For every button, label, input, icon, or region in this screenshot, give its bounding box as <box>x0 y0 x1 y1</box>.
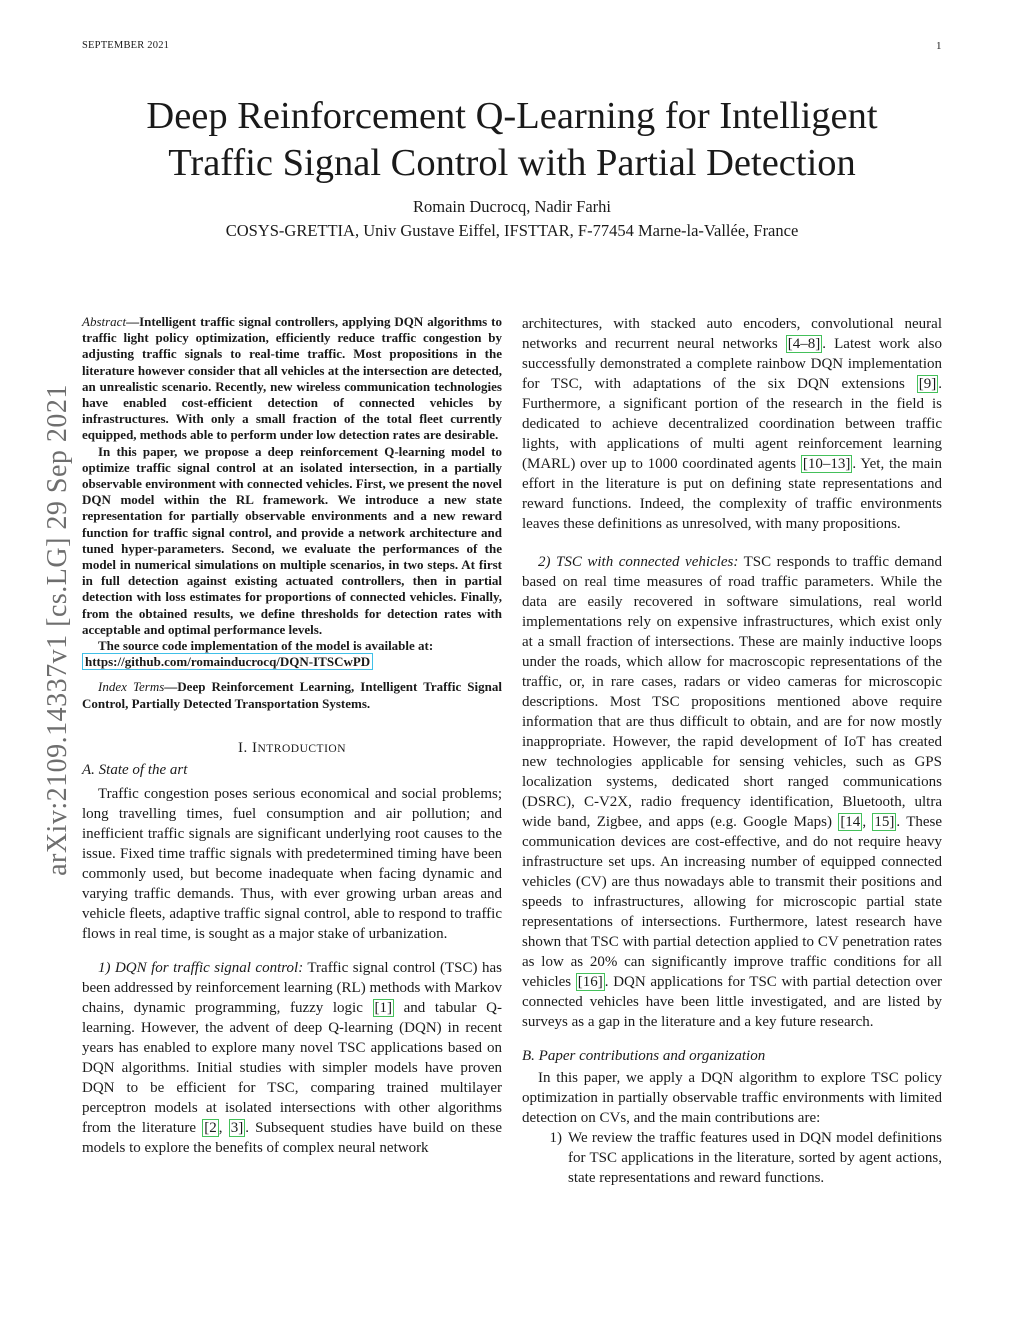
right-column <box>522 314 942 1188</box>
subsection-heading-b: B. Paper contributions and organization <box>522 1048 766 1064</box>
abstract-paragraph-2: In this paper, we propose a deep reinforcement Q-learning model to optimize traffic signal control at an isolated intersection, in a partially observable environment with connected vehicles. First, we present the novel DQN model within the RL framework. We introduce a new state representation for partially observable environments and a new reward function for traffic signal control, and provide a network architecture and tuned hyper-parameters. Second, we evaluate the performances of the model in numerical simulations on multiple scenarios, in two steps. At first in full detection against existing actuated controllers, then in partial detection with loss estimates for proportions of connected vehicles. Finally, from the obtained results, we define thresholds for detection rates with acceptable and optimal performance levels. <box>82 443 502 637</box>
citation-2[interactable]: [2 <box>204 1119 217 1136</box>
cv-text-c: . DQN applications for TSC with partial detection over connected vehicles have been little investigated, and are listed by surveys as a gap in the literature and a key future research. <box>522 974 942 1030</box>
running-head: SEPTEMBER 2021 <box>82 40 170 51</box>
related-text-b: . Latest work also successfully demonstrated a complete rainbow DQN implementation for TSC, with adaptations of the six DQN extensions <box>522 336 942 392</box>
title-line-2: Traffic Signal Control with Partial Detection <box>168 142 856 184</box>
arxiv-identifier: arXiv:2109.14337v1 [cs.LG] 29 Sep 2021 <box>42 384 73 876</box>
abstract-paragraph-1 <box>82 314 502 444</box>
dqn-text-b: and tabular Q-learning. However, the advent of deep Q-learning (DQN) in recent years has enabled to explore many novel TSC applications based on DQN algorithms. Initial studies with simpler models have proven DQN to be efficient for TSC, comparing trained multilayer perceptron models at isolated intersections with other algorithms from the literature <box>82 999 502 1136</box>
citation-separator-2: , <box>862 814 873 830</box>
related-text-d: . Yet, the main effort in the literature is put on defining state representations and reward functions. Indeed, the complexity of traffic environments leaves these definitions as unresolved, with many propositions. <box>522 456 942 532</box>
title-line-1: Deep Reinforcement Q-Learning for Intelligent <box>146 95 878 137</box>
citation-10-13[interactable]: [10–13] <box>802 456 851 472</box>
abstract-text-1: —Intelligent traffic signal controllers, applying DQN algorithms to traffic light policy optimization, efficiently reduce traffic congestion by adjusting traffic signals to real-time traffic. Most propositions in the literature however consider that all vehicles at the intersection are detected, an unrealistic scenario. Recently, new wireless communication technologies have enabled cost-efficient detection of connected vehicles by infrastructures. With only a small fraction of the total fleet currently equipped, methods able to perform under low detection rates are desirable. <box>82 314 502 443</box>
connected-vehicles-paragraph <box>522 552 942 1032</box>
related-work-paragraph <box>522 314 942 534</box>
citation-16[interactable]: [16] <box>577 974 603 990</box>
citation-15[interactable]: 15] <box>874 814 895 830</box>
section-numeral: I. <box>237 739 252 756</box>
contribution-text: We review the traffic features used in DQN model definitions for TSC applications in the literature, sorted by agent actions, state representations and reward functions. <box>568 1130 942 1186</box>
related-text-a: architectures, with stacked auto encoders, convolutional neural networks and recurrent neural networks <box>522 316 942 352</box>
paper-title <box>82 93 942 187</box>
dqn-paragraph-label: 1) DQN for traffic signal control: <box>98 959 304 976</box>
abstract-text-3: The source code implementation of the model is available at: <box>98 638 434 654</box>
authors: Romain Ducrocq, Nadir Farhi <box>413 197 611 216</box>
citation-9[interactable]: [9] <box>918 376 937 392</box>
intro-paragraph-dqn <box>82 958 502 1158</box>
intro-paragraph-1: Traffic congestion poses serious economical and social problems; long travelling times, fuel consumption and air pollution; and inefficient traffic signals are significant underlying root causes to the issue. Fixed time traffic signals with predetermined timing have been commonly used, but become inadequate when facing dynamic and varying traffic demands. Thus, with ever growing urban areas and vehicle fleets, adaptive traffic signal control, able to respond to traffic flows in real time, is sought as a major stake of urbanization. <box>82 785 502 942</box>
section-title-rest: NTRODUCTION <box>257 742 347 755</box>
citation-separator: , <box>218 1119 229 1136</box>
contribution-number: 1) <box>549 1130 562 1146</box>
citation-3[interactable]: 3] <box>230 1119 244 1136</box>
cv-text-b: . These communication devices are cost-effective, and do not require heavy infrastructure set ups. An increasing number of equipped connected vehicles (CV) are thus nowadays able to transmit their positions and speeds to infrastructures, allowing for microscopic partial state representations of intersections. Furthermore, latest research have shown that TSC with partial detection applied to CV penetration rates as low as 20% can significantly improve traffic conditions for all vehicles <box>522 814 943 990</box>
index-terms-label: Index Terms <box>98 679 165 695</box>
cv-paragraph-label: 2) TSC with connected vehicles: <box>538 554 739 570</box>
source-code-link[interactable]: https://github.com/romainducrocq/DQN-ITSCwPD <box>82 653 373 670</box>
affiliation: COSYS-GRETTIA, Univ Gustave Eiffel, IFSTTAR, F-77454 Marne-la-Vallée, France <box>225 221 799 240</box>
cv-text-a: TSC responds to traffic demand based on real time measures of road traffic parameters. While the data are easily recovered in software simulations, real world implementations rely on expensive infrastructures, which exist only at a small fraction of intersections. These are mainly inductive loops under the roads, which allow for macroscopic representations of the traffic, or, in rare cases, radars or video cameras for microscopic descriptions. Most TSC propositions mentioned above require information that are thus difficult to obtain, and are for now mostly inappropriate. However, the rapid development of IoT has created new technologies applicable for sensing vehicles, such as GPS localization systems, dedicated short ranged communications (DSRC), C-V2X, radio frequency identification, Bluetooth, ultra wide band, Zigbee, and apps (e.g. Google Maps) <box>522 554 942 830</box>
section-title-first: I <box>251 739 258 756</box>
contribution-item-1 <box>522 1128 942 1188</box>
citation-14[interactable]: [14 <box>840 814 861 830</box>
dqn-text-a: Traffic signal control (TSC) has been addressed by reinforcement learning (RL) methods with Markov chains, dynamic programming, fuzzy logic <box>82 959 502 1016</box>
left-column <box>82 314 502 1158</box>
page-number: 1 <box>936 40 942 52</box>
abstract-label: Abstract <box>82 314 127 329</box>
index-terms-text: —Deep Reinforcement Learning, Intelligent Traffic Signal Control, Partially Detected Transportation Systems. <box>82 679 502 711</box>
citation-1[interactable]: [1] <box>374 999 393 1016</box>
abstract-paragraph-3 <box>82 638 502 670</box>
dqn-text-c: . Subsequent studies have build on these models to explore the benefits of complex neural network <box>82 1119 503 1156</box>
section-heading-introduction <box>82 740 502 757</box>
subsection-heading-a: A. State of the art <box>82 761 188 778</box>
contributions-intro-paragraph: In this paper, we apply a DQN algorithm to explore TSC policy optimization in partially observable traffic environments with limited detection on CVs, and the main contributions are: <box>522 1070 942 1126</box>
related-text-c: . Furthermore, a significant portion of the research in the field is dedicated to achieve decentralized coordination between traffic lights, with applications of multi agent reinforcement learning (MARL) over up to 1000 coordinated agents <box>522 376 942 472</box>
index-terms <box>82 679 502 711</box>
citation-4-8[interactable]: [4–8] <box>787 336 821 352</box>
